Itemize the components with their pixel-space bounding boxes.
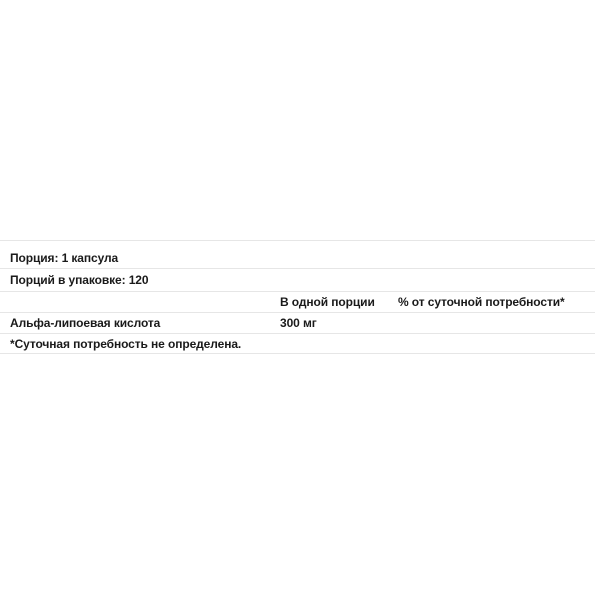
servings-per-container-text: Порций в упаковке: 120 <box>10 273 149 287</box>
daily-value-column-header: % от суточной потребности* <box>398 295 565 309</box>
nutrient-amount: 300 мг <box>280 316 317 330</box>
nutrient-name: Альфа-липоевая кислота <box>10 316 161 330</box>
serving-size-row <box>0 241 595 269</box>
serving-size-text: Порция: 1 капсула <box>10 250 119 265</box>
footnote-row <box>0 334 595 354</box>
servings-per-container-row <box>0 269 595 292</box>
nutrient-row <box>0 313 595 334</box>
column-header-row <box>0 292 595 313</box>
supplement-facts-table <box>0 240 595 354</box>
footnote-text: *Суточная потребность не определена. <box>10 336 242 351</box>
amount-column-header: В одной порции <box>280 295 375 309</box>
